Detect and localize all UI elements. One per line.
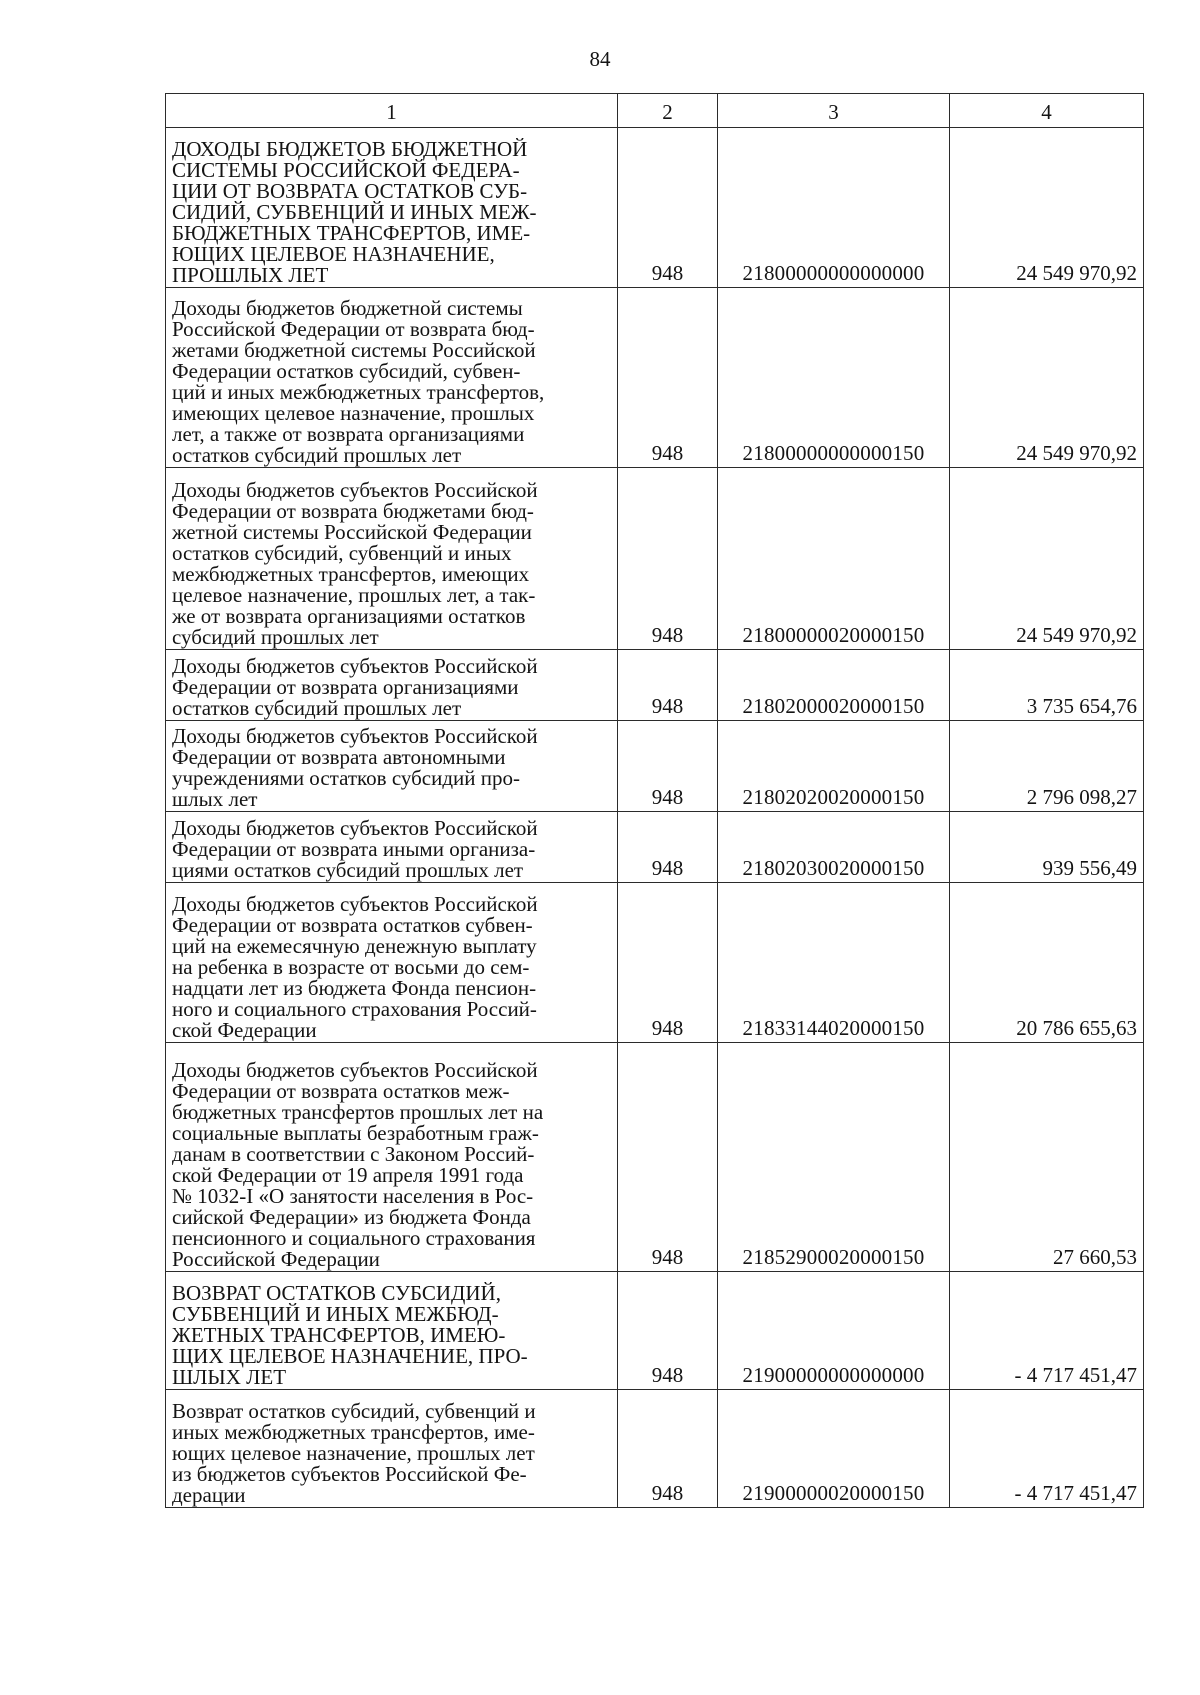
description-line: ций и иных межбюджетных трансфертов, bbox=[172, 380, 545, 404]
description-line: ской Федерации bbox=[172, 1018, 317, 1042]
description-line: ЩИХ ЦЕЛЕВОЕ НАЗНАЧЕНИЕ, ПРО- bbox=[172, 1344, 528, 1368]
classification-code: 21802000020000150 bbox=[718, 650, 950, 721]
admin-code: 948 bbox=[618, 1390, 718, 1508]
admin-code: 948 bbox=[618, 1043, 718, 1272]
classification-code: 21800000000000150 bbox=[718, 288, 950, 468]
description-line: субсидий прошлых лет bbox=[172, 625, 379, 649]
table-row bbox=[166, 721, 1144, 812]
column-number-1: 1 bbox=[166, 94, 618, 128]
description-line: же от возврата организациями остатков bbox=[172, 604, 526, 628]
column-number-2: 2 bbox=[618, 94, 718, 128]
classification-code: 21802020020000150 bbox=[718, 721, 950, 812]
description-line: СИСТЕМЫ РОССИЙСКОЙ ФЕДЕРА- bbox=[172, 158, 520, 182]
classification-code: 21833144020000150 bbox=[718, 883, 950, 1043]
classification-code: 21900000000000000 bbox=[718, 1272, 950, 1390]
column-number-row bbox=[166, 94, 1144, 128]
amount: 939 556,49 bbox=[950, 812, 1144, 883]
table-body bbox=[166, 94, 1144, 1508]
description-line: Доходы бюджетов субъектов Российской bbox=[172, 724, 538, 748]
row-description bbox=[166, 650, 618, 721]
description-line: иных межбюджетных трансфертов, име- bbox=[172, 1420, 535, 1444]
admin-code: 948 bbox=[618, 883, 718, 1043]
description-line: ПРОШЛЫХ ЛЕТ bbox=[172, 263, 329, 287]
description-line: СИДИЙ, СУБВЕНЦИЙ И ИНЫХ МЕЖ- bbox=[172, 200, 537, 224]
table-row bbox=[166, 1272, 1144, 1390]
classification-code: 21800000000000000 bbox=[718, 128, 950, 288]
admin-code: 948 bbox=[618, 812, 718, 883]
description-line: надцати лет из бюджета Фонда пенсион- bbox=[172, 976, 537, 1000]
description-line: ного и социального страхования Россий- bbox=[172, 997, 537, 1021]
description-line: ций на ежемесячную денежную выплату bbox=[172, 934, 537, 958]
row-description bbox=[166, 1043, 618, 1272]
row-description bbox=[166, 812, 618, 883]
description-line: Доходы бюджетов субъектов Российской bbox=[172, 654, 538, 678]
description-line: ВОЗВРАТ ОСТАТКОВ СУБСИДИЙ, bbox=[172, 1281, 501, 1305]
description-line: шлых лет bbox=[172, 787, 258, 811]
classification-code: 21802030020000150 bbox=[718, 812, 950, 883]
table-row bbox=[166, 1043, 1144, 1272]
amount: - 4 717 451,47 bbox=[950, 1272, 1144, 1390]
description-line: Доходы бюджетов бюджетной системы bbox=[172, 296, 523, 320]
description-line: Федерации от возврата остатков меж- bbox=[172, 1079, 510, 1103]
table-row bbox=[166, 650, 1144, 721]
admin-code: 948 bbox=[618, 288, 718, 468]
row-description bbox=[166, 288, 618, 468]
classification-code: 21800000020000150 bbox=[718, 468, 950, 650]
amount: 24 549 970,92 bbox=[950, 288, 1144, 468]
row-description bbox=[166, 1272, 618, 1390]
table-row bbox=[166, 1390, 1144, 1508]
description-line: пенсионного и социального страхования bbox=[172, 1226, 536, 1250]
description-line: СУБВЕНЦИЙ И ИНЫХ МЕЖБЮД- bbox=[172, 1302, 499, 1326]
description-line: Возврат остатков субсидий, субвенций и bbox=[172, 1399, 536, 1423]
description-line: дерации bbox=[172, 1483, 246, 1507]
description-line: жетами бюджетной системы Российской bbox=[172, 338, 536, 362]
description-line: Федерации от возврата бюджетами бюд- bbox=[172, 499, 534, 523]
description-line: лет, а также от возврата организациями bbox=[172, 422, 525, 446]
admin-code: 948 bbox=[618, 468, 718, 650]
amount: 24 549 970,92 bbox=[950, 468, 1144, 650]
description-line: ЮЩИХ ЦЕЛЕВОЕ НАЗНАЧЕНИЕ, bbox=[172, 242, 495, 266]
row-description bbox=[166, 721, 618, 812]
table-row bbox=[166, 812, 1144, 883]
column-number-4: 4 bbox=[950, 94, 1144, 128]
description-line: Доходы бюджетов субъектов Российской bbox=[172, 816, 538, 840]
amount: - 4 717 451,47 bbox=[950, 1390, 1144, 1508]
row-description bbox=[166, 468, 618, 650]
description-line: целевое назначение, прошлых лет, а так- bbox=[172, 583, 536, 607]
admin-code: 948 bbox=[618, 128, 718, 288]
amount: 3 735 654,76 bbox=[950, 650, 1144, 721]
classification-code: 21900000020000150 bbox=[718, 1390, 950, 1508]
description-line: Федерации остатков субсидий, субвен- bbox=[172, 359, 521, 383]
description-line: остатков субсидий прошлых лет bbox=[172, 443, 462, 467]
amount: 20 786 655,63 bbox=[950, 883, 1144, 1043]
table-row bbox=[166, 128, 1144, 288]
admin-code: 948 bbox=[618, 721, 718, 812]
description-line: ющих целевое назначение, прошлых лет bbox=[172, 1441, 535, 1465]
description-line: сийской Федерации» из бюджета Фонда bbox=[172, 1205, 531, 1229]
description-line: из бюджетов субъектов Российской Фе- bbox=[172, 1462, 527, 1486]
description-line: социальные выплаты безработным граж- bbox=[172, 1121, 539, 1145]
amount: 2 796 098,27 bbox=[950, 721, 1144, 812]
description-line: Доходы бюджетов субъектов Российской bbox=[172, 892, 538, 916]
description-line: Федерации от возврата организациями bbox=[172, 675, 519, 699]
description-line: Доходы бюджетов субъектов Российской bbox=[172, 1058, 538, 1082]
description-line: жетной системы Российской Федерации bbox=[172, 520, 532, 544]
page-number: 84 bbox=[589, 47, 611, 71]
description-line: имеющих целевое назначение, прошлых bbox=[172, 401, 535, 425]
description-line: бюджетных трансфертов прошлых лет на bbox=[172, 1100, 544, 1124]
revenue-table bbox=[165, 93, 1144, 1508]
description-line: ской Федерации от 19 апреля 1991 года bbox=[172, 1163, 524, 1187]
amount: 27 660,53 bbox=[950, 1043, 1144, 1272]
row-description bbox=[166, 1390, 618, 1508]
description-line: учреждениями остатков субсидий про- bbox=[172, 766, 520, 790]
description-line: ДОХОДЫ БЮДЖЕТОВ БЮДЖЕТНОЙ bbox=[172, 137, 528, 161]
description-line: ЦИИ ОТ ВОЗВРАТА ОСТАТКОВ СУБ- bbox=[172, 179, 528, 203]
description-line: ШЛЫХ ЛЕТ bbox=[172, 1365, 287, 1389]
description-line: Федерации от возврата остатков субвен- bbox=[172, 913, 533, 937]
admin-code: 948 bbox=[618, 650, 718, 721]
description-line: циями остатков субсидий прошлых лет bbox=[172, 858, 524, 882]
description-line: на ребенка в возрасте от восьми до сем- bbox=[172, 955, 530, 979]
description-line: Доходы бюджетов субъектов Российской bbox=[172, 478, 538, 502]
description-line: Российской Федерации bbox=[172, 1247, 380, 1271]
description-line: Российской Федерации от возврата бюд- bbox=[172, 317, 535, 341]
description-line: Федерации от возврата автономными bbox=[172, 745, 506, 769]
table-row bbox=[166, 468, 1144, 650]
column-number-3: 3 bbox=[718, 94, 950, 128]
row-description bbox=[166, 883, 618, 1043]
description-line: Федерации от возврата иными организа- bbox=[172, 837, 536, 861]
table-row bbox=[166, 883, 1144, 1043]
table-row bbox=[166, 288, 1144, 468]
row-description bbox=[166, 128, 618, 288]
classification-code: 21852900020000150 bbox=[718, 1043, 950, 1272]
description-line: ЖЕТНЫХ ТРАНСФЕРТОВ, ИМЕЮ- bbox=[172, 1323, 506, 1347]
description-line: данам в соответствии с Законом Россий- bbox=[172, 1142, 535, 1166]
amount: 24 549 970,92 bbox=[950, 128, 1144, 288]
description-line: остатков субсидий, субвенций и иных bbox=[172, 541, 512, 565]
admin-code: 948 bbox=[618, 1272, 718, 1390]
description-line: межбюджетных трансфертов, имеющих bbox=[172, 562, 530, 586]
description-line: БЮДЖЕТНЫХ ТРАНСФЕРТОВ, ИМЕ- bbox=[172, 221, 531, 245]
description-line: остатков субсидий прошлых лет bbox=[172, 696, 462, 720]
description-line: № 1032-I «О занятости населения в Рос- bbox=[172, 1184, 534, 1208]
